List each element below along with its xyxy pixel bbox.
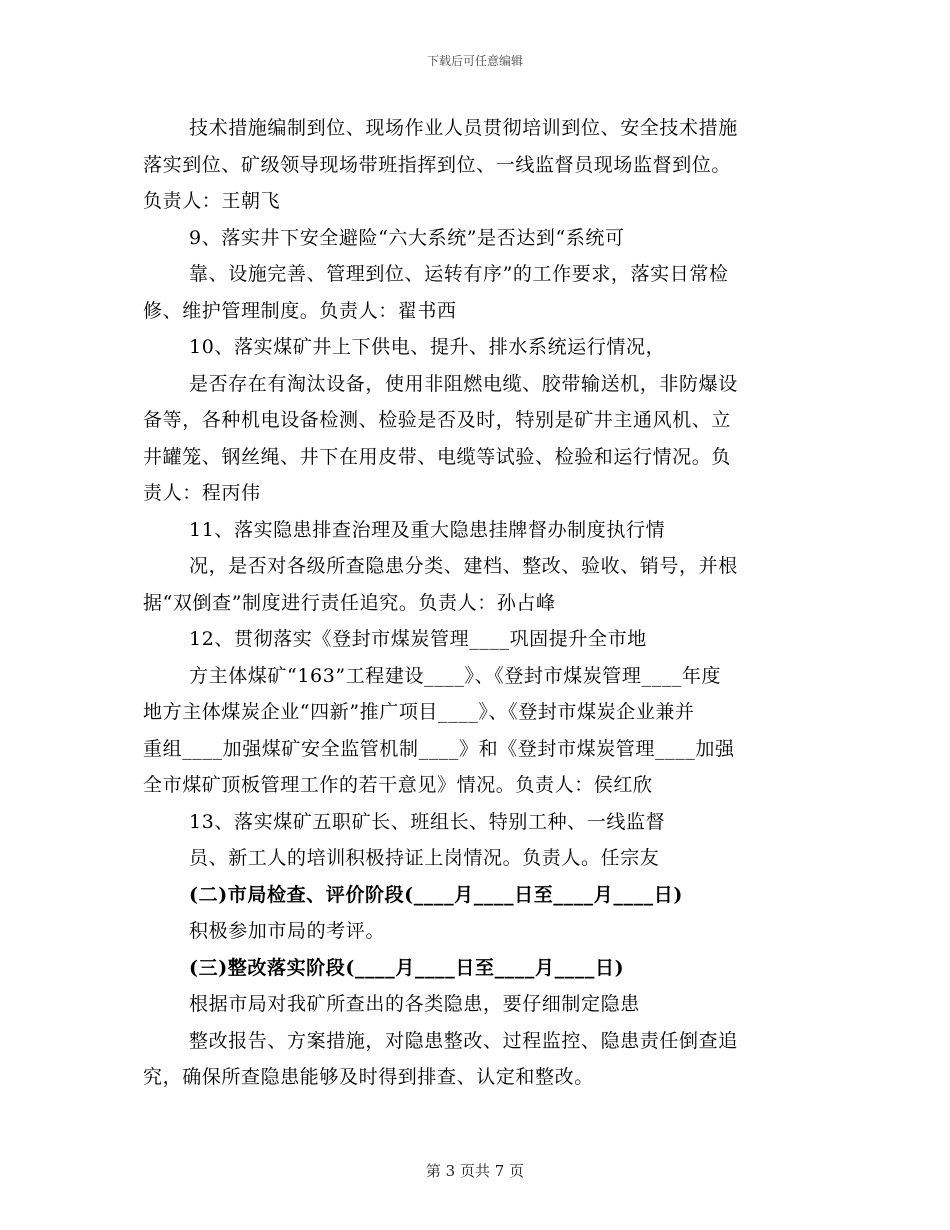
- body-line: 地方主体煤炭企业“四新”推广项目____》、《登封市煤炭企业兼并: [143, 701, 695, 723]
- item-13-heading: 13、落实煤矿五职矿长、班组长、特别工种、一线监督: [189, 810, 666, 833]
- body-line: 落实到位、矿级领导现场带班指挥到位、一线监督员现场监督到位。: [143, 153, 732, 176]
- body-line: 方主体煤矿“163”工程建设____》、《登封市煤炭管理____年度: [189, 664, 722, 687]
- body-line: 员、新工人的培训积极持证上岗情况。负责人。任宗友: [189, 847, 660, 869]
- document-body: [143, 110, 813, 1096]
- body-line: 责人：程丙伟: [143, 482, 261, 504]
- body-line: 根据市局对我矿所查出的各类隐患，要仔细制定隐患: [189, 993, 640, 1015]
- item-12-heading: 12、贯彻落实《登封市煤炭管理____巩固提升全市地: [189, 628, 647, 650]
- body-line: 井罐笼、钢丝绳、井下在用皮带、电缆等试验、检验和运行情况。负: [143, 445, 732, 468]
- body-line: 究，确保所查隐患能够及时得到排查、认定和整改。: [143, 1066, 594, 1088]
- body-line: 据“双倒查”制度进行责任追究。负责人：孙占峰: [143, 591, 556, 614]
- body-line: 是否存在有淘汰设备，使用非阻燃电缆、胶带输送机，非防爆设: [189, 372, 738, 395]
- section-3-heading: (三)整改落实阶段(____月____日至____月____日): [189, 956, 625, 979]
- body-line: 靠、设施完善、管理到位、运转有序”的工作要求，落实日常检: [189, 263, 729, 285]
- body-line: 技术措施编制到位、现场作业人员贯彻培训到位、安全技术措施: [189, 117, 738, 139]
- body-line: 整改报告、方案措施，对隐患整改、过程监控、隐患责任倒查追: [189, 1029, 738, 1052]
- body-line: 备等，各种机电设备检测、检验是否及时，特别是矿井主通风机、立: [143, 409, 732, 431]
- section-2-heading: (二)市局检查、评价阶段(____月____日至____月____日): [189, 883, 683, 906]
- body-line: 负责人：王朝飞: [143, 190, 281, 212]
- item-11-heading: 11、落实隐患排查治理及重大隐患挂牌督办制度执行情: [189, 518, 666, 541]
- page-footer: 第 3 页共 7 页: [425, 1162, 525, 1180]
- item-9-heading: 9、落实井下安全避险“六大系统”是否达到“系统可: [189, 226, 625, 249]
- body-line: 修、维护管理制度。负责人：翟书西: [143, 299, 457, 322]
- body-line: 积极参加市局的考评。: [189, 920, 386, 942]
- body-line: 重组____加强煤矿安全监管机制____》和《登封市煤炭管理____加强: [143, 737, 735, 760]
- item-10-heading: 10、落实煤矿井上下供电、提升、排水系统运行情况，: [189, 336, 666, 358]
- body-line: 况，是否对各级所查隐患分类、建档、整改、验收、销号，并根: [189, 555, 738, 577]
- page-header: 下载后可任意编辑: [426, 54, 523, 68]
- body-line: 全市煤矿顶板管理工作的若干意见》情况。负责人：侯红欣: [143, 774, 653, 796]
